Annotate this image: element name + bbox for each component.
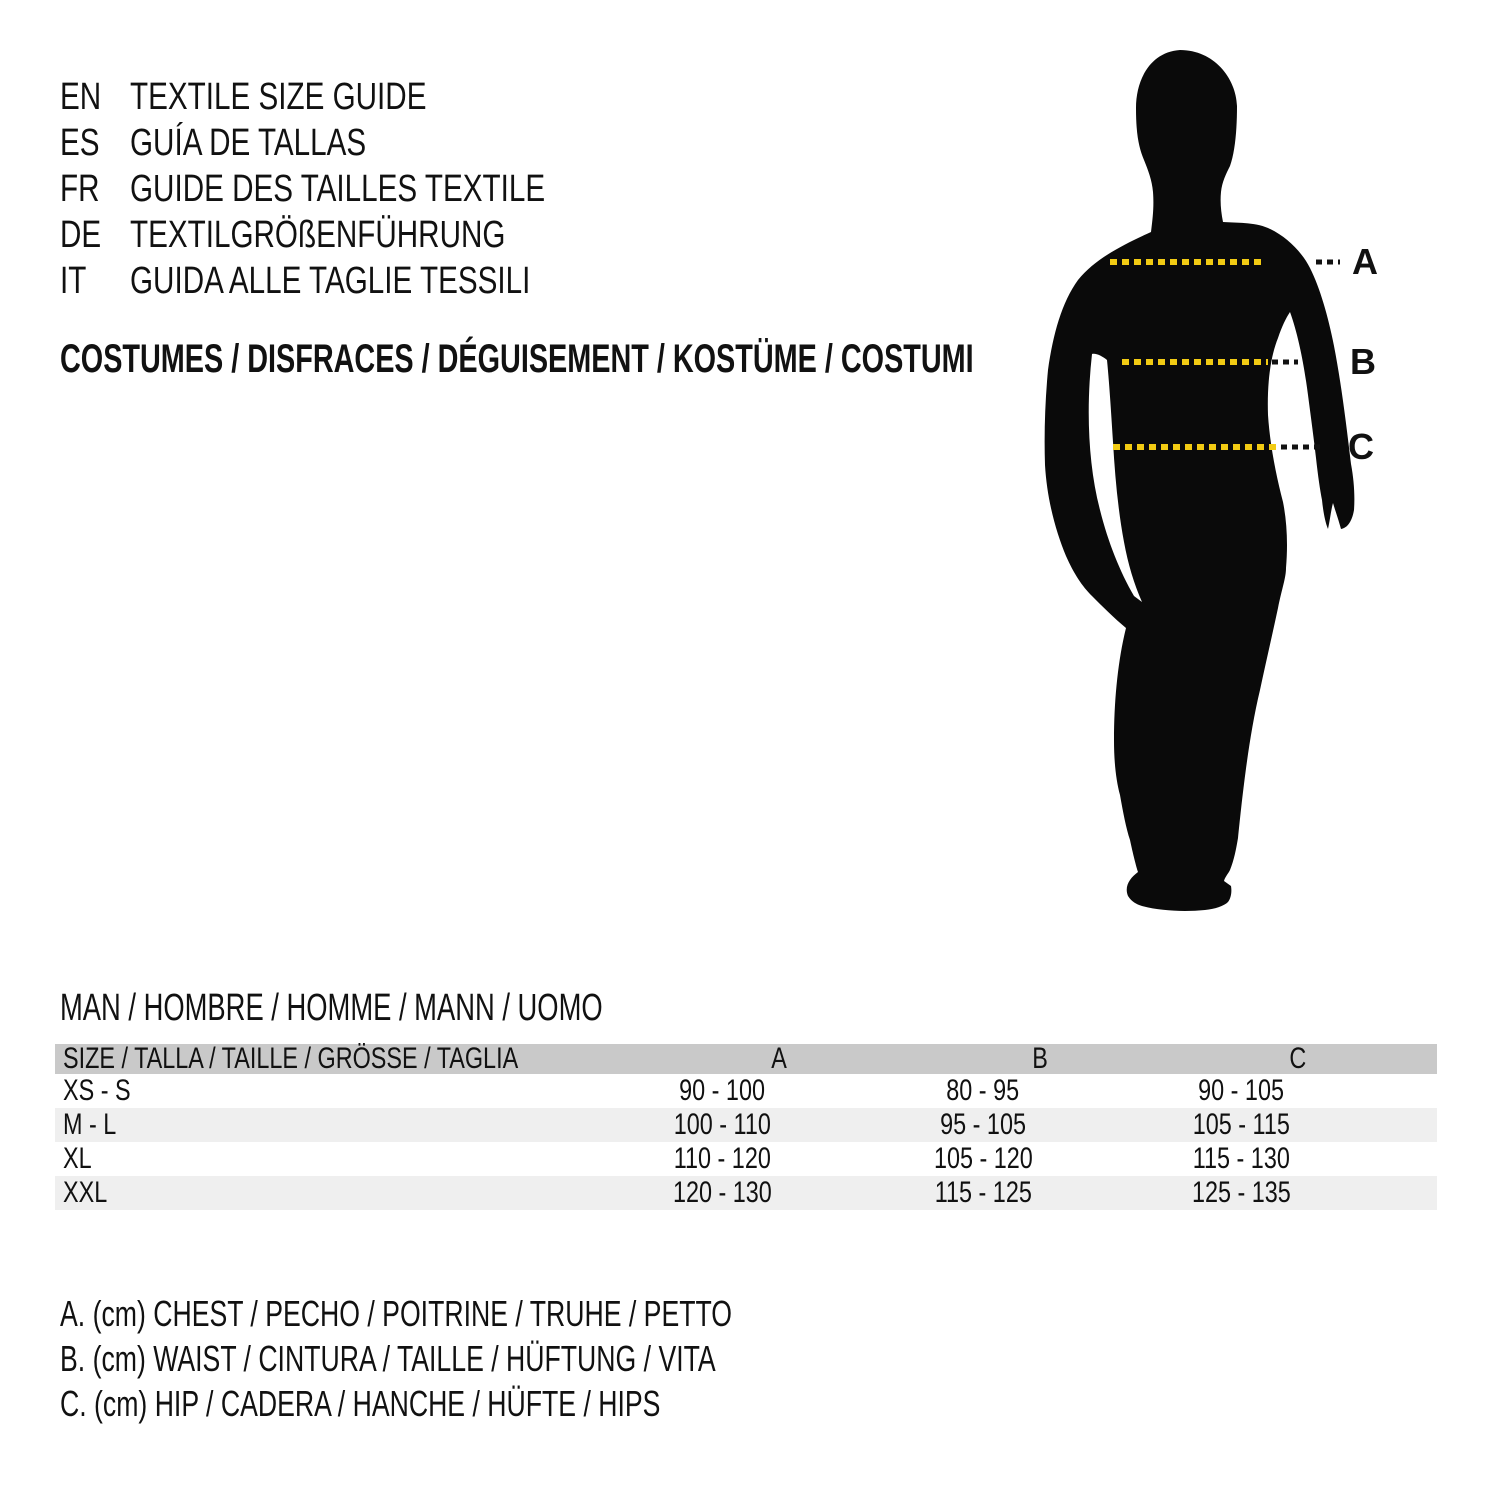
table-row-xl xyxy=(55,1142,1437,1176)
lang-title: GUIDA ALLE TAGLIE TESSILI xyxy=(130,260,531,302)
language-title-list xyxy=(60,74,662,304)
cell-a: 90 - 100 xyxy=(679,1074,766,1107)
header-a: A xyxy=(771,1042,787,1075)
table-row-xs-s xyxy=(55,1074,1437,1108)
legend-line-chest: A. (cm) CHEST / PECHO / POITRINE / TRUHE / PETTO xyxy=(60,1293,733,1334)
man-silhouette-figure xyxy=(1020,40,1420,960)
cell-c: 105 - 115 xyxy=(1192,1108,1290,1141)
measure-label-a: A xyxy=(1352,241,1378,282)
lang-row-it xyxy=(60,258,662,304)
lang-code: IT xyxy=(60,260,87,302)
header-c: C xyxy=(1289,1042,1307,1075)
cell-size: XL xyxy=(63,1142,92,1175)
measurement-legend xyxy=(60,1291,968,1426)
lang-row-de xyxy=(60,212,662,258)
size-table-header-row xyxy=(55,1044,1437,1074)
section-title-man: MAN / HOMBRE / HOMME / MANN / UOMO xyxy=(60,987,603,1029)
lang-title: TEXTILE SIZE GUIDE xyxy=(130,76,427,118)
legend-line-waist: B. (cm) WAIST / CINTURA / TAILLE / HÜFTUNG / VITA xyxy=(60,1338,716,1379)
lang-row-en xyxy=(60,74,662,120)
cell-b: 80 - 95 xyxy=(946,1074,1020,1107)
cell-c: 125 - 135 xyxy=(1191,1176,1291,1209)
lang-row-es xyxy=(60,120,662,166)
lang-code: DE xyxy=(60,214,102,256)
measure-label-c: C xyxy=(1348,426,1374,467)
cell-size: XXL xyxy=(63,1176,108,1209)
header-size: SIZE / TALLA / TAILLE / GRÖSSE / TAGLIA xyxy=(63,1042,519,1075)
header-b: B xyxy=(1031,1042,1048,1075)
cell-b: 95 - 105 xyxy=(940,1108,1026,1141)
cell-size: M - L xyxy=(63,1108,117,1141)
cell-a: 110 - 120 xyxy=(673,1142,772,1175)
cell-c: 115 - 130 xyxy=(1192,1142,1290,1175)
lang-code: FR xyxy=(60,168,100,210)
cell-size: XS - S xyxy=(63,1074,131,1107)
lang-code: EN xyxy=(60,76,102,118)
lang-title: GUIDE DES TAILLES TEXTILE xyxy=(130,168,546,210)
man-silhouette xyxy=(1045,50,1355,911)
lang-code: ES xyxy=(60,122,100,164)
legend-line-hip: C. (cm) HIP / CADERA / HANCHE / HÜFTE / HIPS xyxy=(60,1383,661,1424)
cell-a: 100 - 110 xyxy=(673,1108,772,1141)
table-row-m-l xyxy=(55,1108,1437,1142)
measure-label-b: B xyxy=(1350,341,1376,382)
cell-a: 120 - 130 xyxy=(673,1176,772,1209)
category-line: COSTUMES / DISFRACES / DÉGUISEMENT / KOSTÜME / COSTUMI xyxy=(60,337,974,381)
lang-row-fr xyxy=(60,166,662,212)
table-row-xxl xyxy=(55,1176,1437,1210)
size-table xyxy=(55,1044,1437,1210)
lang-title: TEXTILGRÖßENFÜHRUNG xyxy=(130,214,506,256)
cell-b: 105 - 120 xyxy=(933,1142,1033,1175)
lang-title: GUÍA DE TALLAS xyxy=(130,122,367,164)
cell-b: 115 - 125 xyxy=(934,1176,1032,1209)
cell-c: 90 - 105 xyxy=(1198,1074,1284,1107)
